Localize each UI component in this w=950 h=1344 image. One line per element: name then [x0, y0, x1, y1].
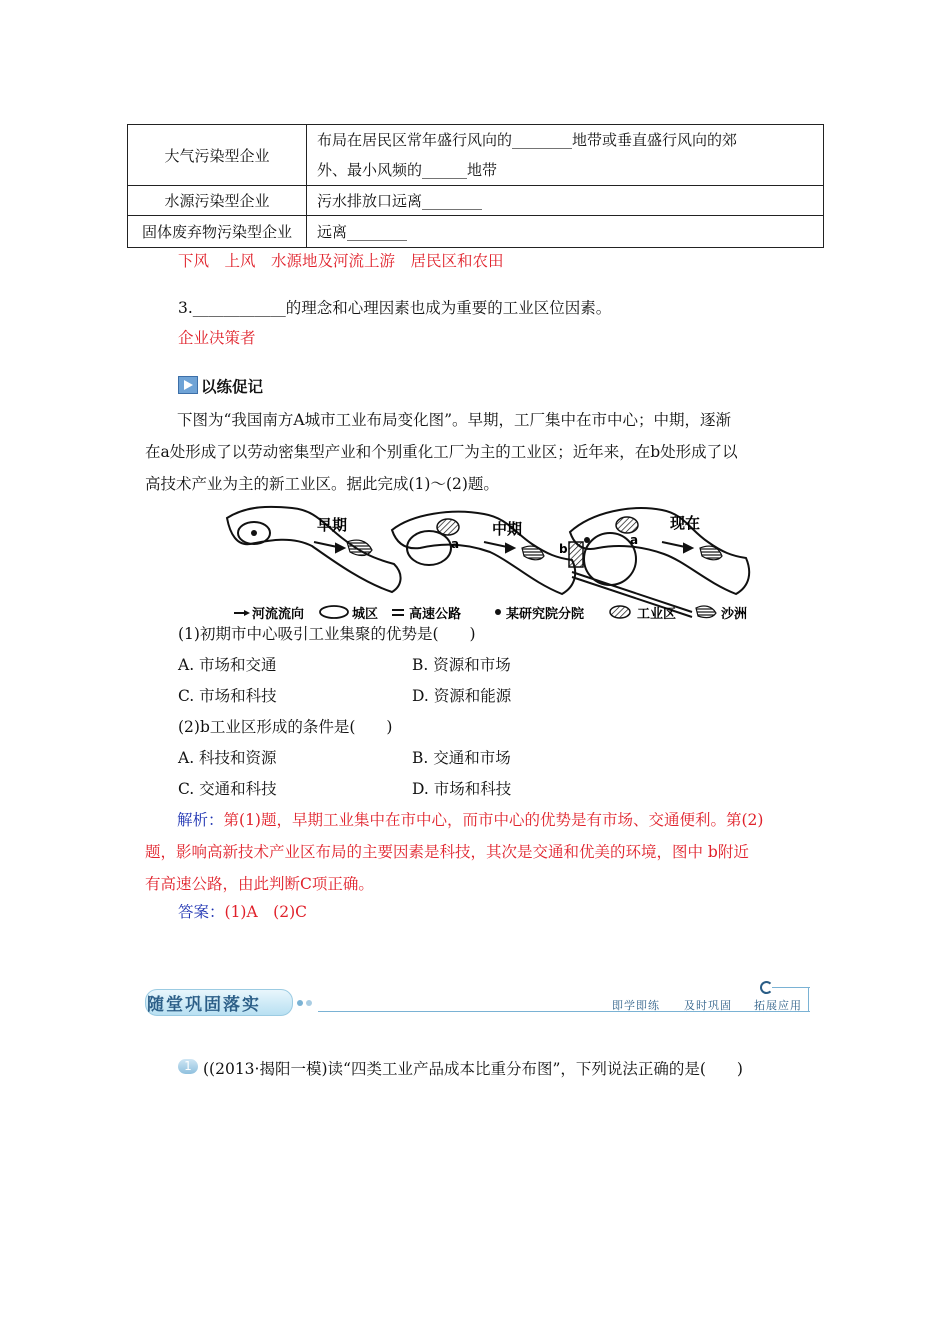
- table-cell-type: 水源污染型企业: [128, 186, 307, 216]
- label-b: b: [559, 542, 568, 556]
- intro-line: 高技术产业为主的新工业区。据此完成(1)～(2)题。: [145, 475, 499, 493]
- location-table: [127, 124, 824, 248]
- legend-institute: 某研究院分院: [506, 607, 585, 622]
- panel-label-early: 早期: [317, 516, 348, 534]
- label-a-now: a: [630, 533, 639, 547]
- answer-label: 答案：: [178, 903, 225, 921]
- table-cell-type: 大气污染型企业: [128, 125, 307, 186]
- legend-city: 城区: [352, 607, 379, 622]
- industrial-zone-a-now: [616, 517, 638, 533]
- table-cell-rule: [307, 125, 824, 186]
- q2-option-a[interactable]: A. 科技和资源: [178, 749, 277, 767]
- legend-sandbar: 沙洲: [721, 607, 748, 622]
- banner-title: 随堂巩固落实: [147, 995, 261, 1015]
- analysis-line: 有高速公路，由此判断C项正确。: [145, 875, 374, 893]
- banner-rule-end: [808, 988, 809, 1012]
- industrial-zone-a: [437, 519, 459, 535]
- city-area-now: [584, 533, 639, 585]
- answer: [178, 902, 307, 922]
- q1-option-a[interactable]: A. 市场和交通: [178, 656, 277, 674]
- intro-line: 在a处形成了以劳动密集型产业和个别重化工厂为主的工业区；近年来，在b处形成了以: [145, 443, 738, 461]
- table-answers: 下风 上风 水源地及河流上游 居民区和农田: [178, 252, 504, 270]
- analysis-line: 第(1)题，早期工业集中在市中心，而市中心的优势是有市场、交通便利。第(2): [223, 811, 764, 829]
- table-cell-type: 固体废弃物污染型企业: [128, 216, 307, 248]
- panel-label-now: 现在: [670, 514, 701, 532]
- intro-line: 下图为“我国南方A城市工业布局变化图”。早期，工厂集中在市中心；中期，逐渐: [177, 411, 732, 429]
- q2-option-c[interactable]: C. 交通和科技: [178, 780, 277, 798]
- q1-option-c[interactable]: C. 市场和科技: [178, 687, 277, 705]
- banner-tag: 即学即练: [612, 999, 660, 1012]
- legend-industrial: 工业区: [637, 607, 677, 622]
- practice-header: 以练促记: [201, 378, 264, 396]
- rule-line: 外、最小风频的______地带: [317, 161, 498, 179]
- q1-option-b[interactable]: B. 资源和市场: [412, 656, 511, 674]
- research-institute-dot: [584, 537, 590, 543]
- answer-value: (1)A (2)C: [224, 903, 307, 921]
- question-3-answer: 企业决策者: [178, 329, 256, 347]
- q2-option-d[interactable]: D. 市场和科技: [412, 780, 512, 798]
- analysis-label: 解析：: [177, 811, 224, 829]
- banner-top-rule: [772, 987, 810, 988]
- analysis-line: 题，影响高新技术产业区布局的主要因素是科技，其次是交通和优美的环境，图中 b附近: [145, 843, 749, 861]
- banner-rule: [318, 1011, 810, 1012]
- q1-option-d[interactable]: D. 资源和能源: [412, 687, 512, 705]
- analysis: [145, 804, 807, 900]
- industrial-zone-b: [569, 542, 583, 567]
- label-a: a: [451, 537, 460, 551]
- play-icon: [178, 376, 198, 394]
- question-3: 3.____________的理念和心理因素也成为重要的工业区位因素。: [178, 299, 612, 317]
- table-cell-rule: 污水排放口远离________: [307, 186, 824, 216]
- panel-label-mid: 中期: [492, 520, 523, 538]
- practice-intro: [145, 404, 807, 500]
- q2-stem: (2)b工业区形成的条件是( ): [178, 718, 393, 736]
- q2-option-b[interactable]: B. 交通和市场: [412, 749, 511, 767]
- banner-tag: 拓展应用: [754, 999, 802, 1012]
- city-industry-map: [222, 500, 762, 626]
- banner-dot-icon: [306, 1000, 312, 1006]
- legend-river: 河流流向: [252, 607, 305, 622]
- banner-tag: 及时巩固: [684, 999, 732, 1012]
- table-cell-rule: 远离________: [307, 216, 824, 248]
- map-legend: [234, 606, 747, 622]
- rule-line: 布局在居民区常年盛行风向的________地带或垂直盛行风向的郊: [317, 131, 738, 149]
- legend-highway: 高速公路: [409, 607, 462, 622]
- banner-dot-icon: [297, 1000, 303, 1006]
- q1-stem: (1)初期市中心吸引工业集聚的优势是( ): [178, 625, 476, 643]
- next-question-text: ((2013·揭阳一模)读“四类工业产品成本比重分布图”，下列说法正确的是( ): [203, 1060, 743, 1078]
- question-number-badge: 1: [178, 1059, 198, 1074]
